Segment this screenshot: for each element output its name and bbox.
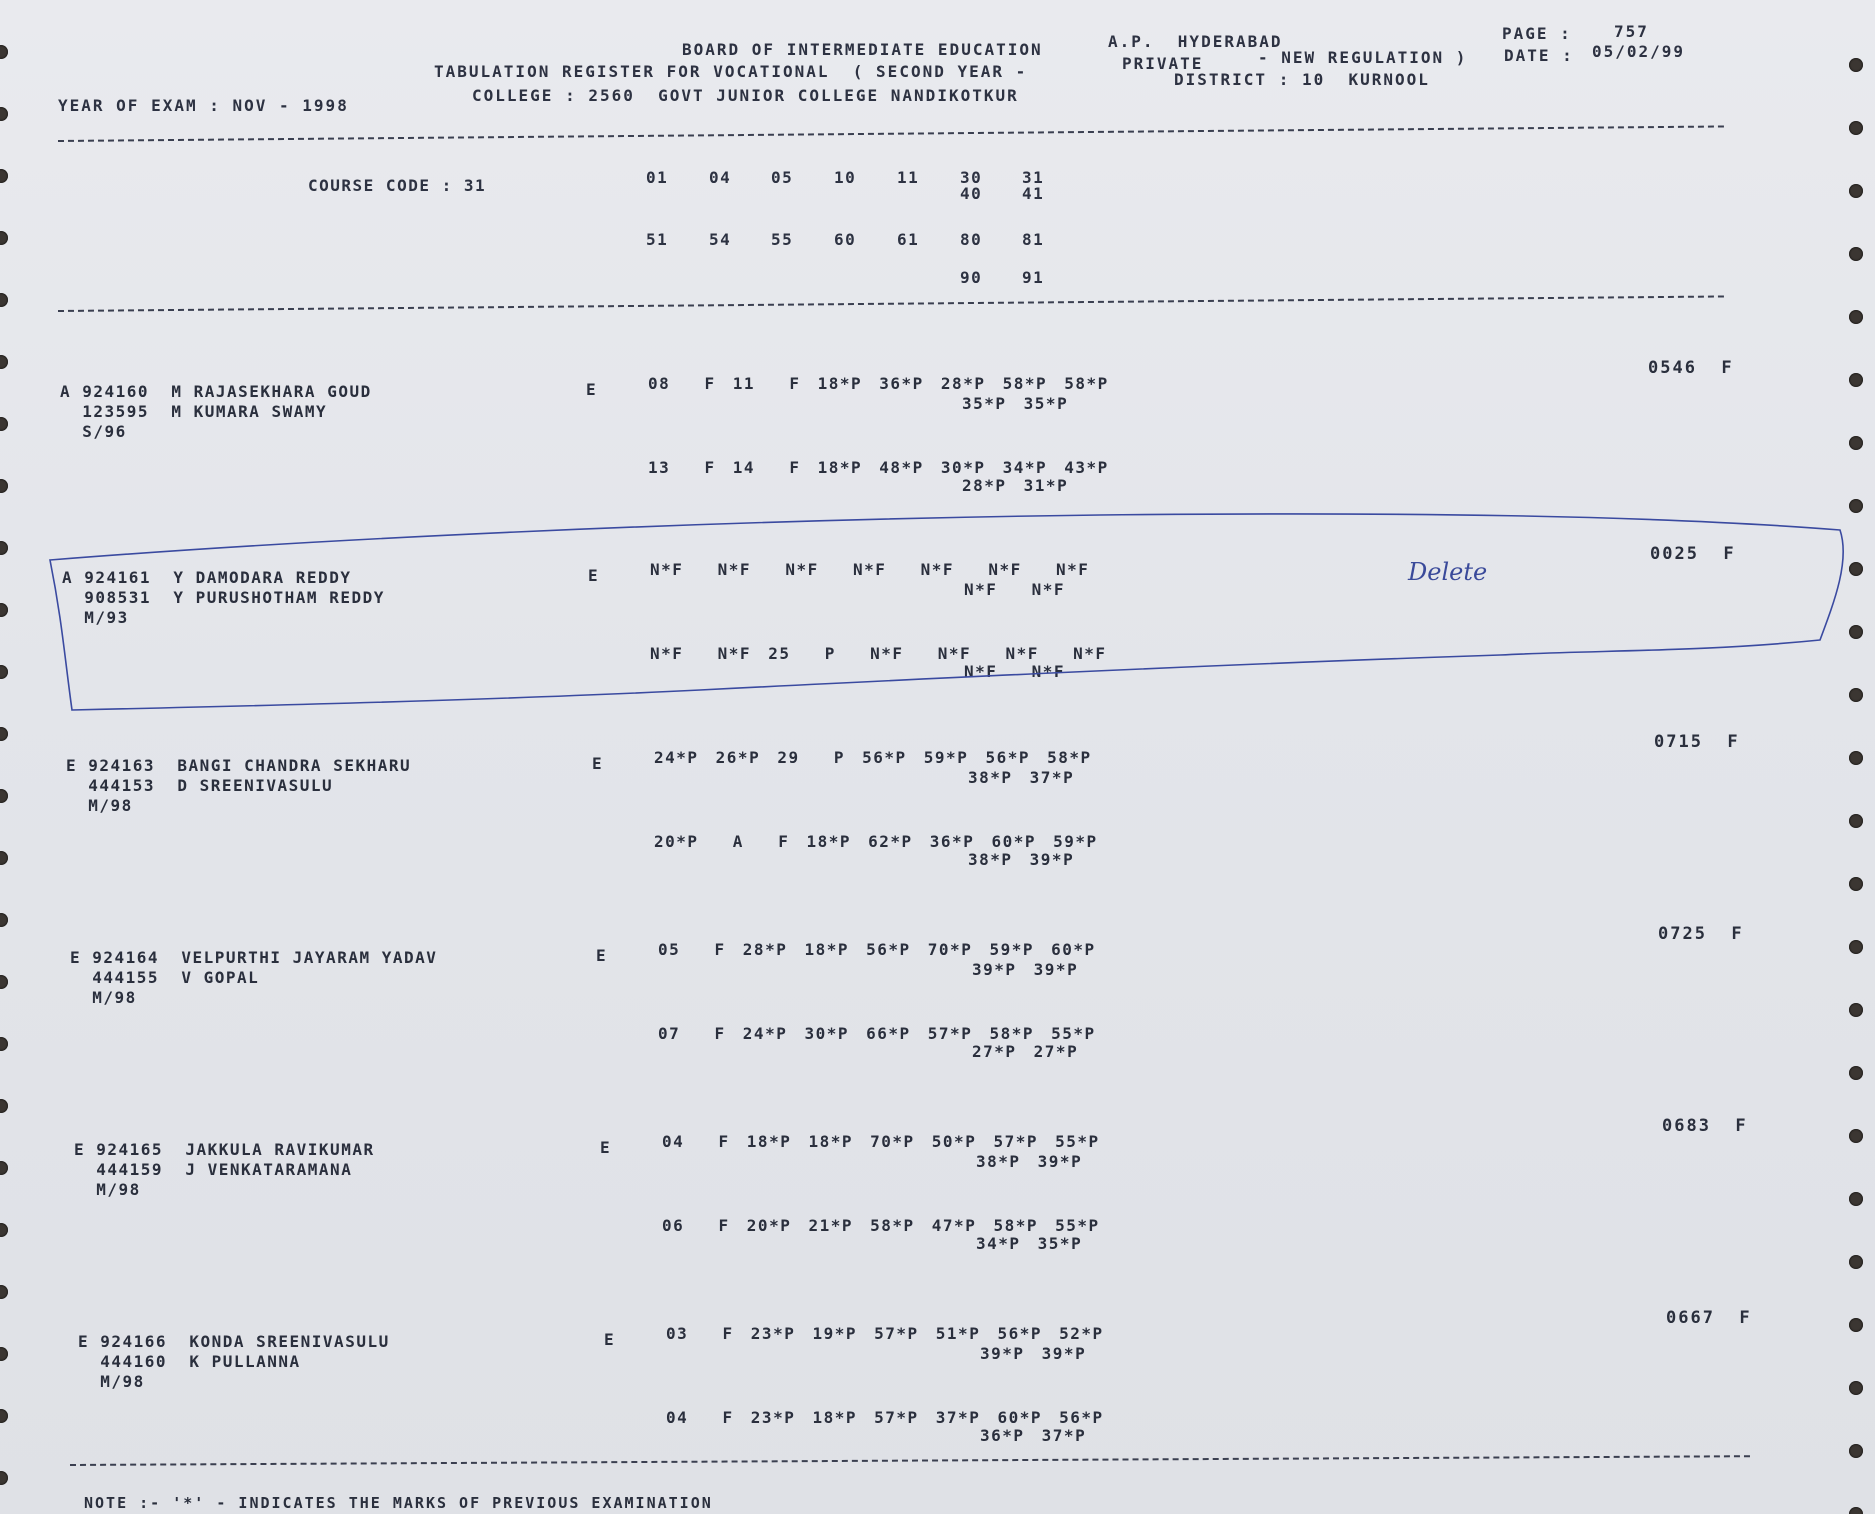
course-code-label: COURSE CODE : 31 [308, 176, 487, 195]
candidate-id-and-father-name: 444160 K PULLANNA [78, 1352, 301, 1371]
medium-of-instruction: E [596, 946, 608, 965]
total-marks-and-result: 0025 F [1650, 544, 1736, 564]
board-location: A.P. HYDERABAD [1108, 32, 1283, 51]
candidate-prev-exam: M/98 [74, 1180, 141, 1199]
total-marks-and-result: 0725 F [1658, 924, 1744, 944]
course-subject-code: 91 [1022, 268, 1045, 287]
total-marks-and-result: 0667 F [1666, 1308, 1752, 1328]
medium-of-instruction: E [600, 1138, 612, 1157]
category: PRIVATE [1122, 54, 1204, 73]
marks-first-year: 05 F 28*P 18*P 56*P 70*P 59*P 60*P [658, 940, 1096, 959]
candidate-hall-ticket-and-name: E 924163 BANGI CHANDRA SEKHARU [66, 756, 412, 775]
marks-second-year: N*F N*F 25 P N*F N*F N*F N*F [650, 644, 1107, 663]
course-subject-code: 54 [709, 230, 732, 249]
marks-first-year-extra: 39*P 39*P [980, 1344, 1087, 1363]
year-of-exam: YEAR OF EXAM : NOV - 1998 [58, 96, 349, 115]
course-subject-code: 05 [771, 168, 794, 187]
marks-first-year-extra: N*F N*F [964, 580, 1066, 599]
course-subject-code: 30 [960, 168, 983, 187]
marks-second-year: 20*P A F 18*P 62*P 36*P 60*P 59*P [654, 832, 1098, 851]
course-subject-code: 31 [1022, 168, 1045, 187]
marks-first-year-extra: 38*P 37*P [968, 768, 1075, 787]
marks-first-year-extra: 38*P 39*P [976, 1152, 1083, 1171]
marks-first-year: 24*P 26*P 29 P 56*P 59*P 56*P 58*P [654, 748, 1092, 767]
course-subject-code: 40 [960, 184, 983, 203]
candidate-hall-ticket-and-name: E 924165 JAKKULA RAVIKUMAR [74, 1140, 375, 1159]
candidate-prev-exam: M/98 [78, 1372, 145, 1391]
marks-second-year: 06 F 20*P 21*P 58*P 47*P 58*P 55*P [662, 1216, 1100, 1235]
candidate-id-and-father-name: 444159 J VENKATARAMANA [74, 1160, 353, 1179]
medium-of-instruction: E [592, 754, 604, 773]
course-subject-code: 51 [646, 230, 669, 249]
medium-of-instruction: E [604, 1330, 616, 1349]
candidate-prev-exam: M/98 [66, 796, 133, 815]
marks-first-year: 04 F 18*P 18*P 70*P 50*P 57*P 55*P [662, 1132, 1100, 1151]
page-number: 757 [1614, 22, 1649, 41]
candidate-hall-ticket-and-name: A 924161 Y DAMODARA REDDY [62, 568, 352, 587]
candidate-prev-exam: M/98 [70, 988, 137, 1007]
college: COLLEGE : 2560 GOVT JUNIOR COLLEGE NANDIKOTKUR [472, 86, 1019, 105]
course-subject-code: 04 [709, 168, 732, 187]
course-subject-code: 61 [897, 230, 920, 249]
medium-of-instruction: E [586, 380, 598, 399]
course-subject-code: 10 [834, 168, 857, 187]
marks-first-year: 08 F 11 F 18*P 36*P 28*P 58*P 58*P [648, 374, 1109, 393]
marks-second-year-extra: 34*P 35*P [976, 1234, 1083, 1253]
total-marks-and-result: 0715 F [1654, 732, 1740, 752]
candidate-prev-exam: S/96 [60, 422, 127, 441]
course-subject-code: 81 [1022, 230, 1045, 249]
date-label: DATE : [1504, 46, 1574, 65]
regulation: - NEW REGULATION ) [1258, 48, 1468, 67]
course-subject-code: 60 [834, 230, 857, 249]
footer-note: NOTE :- '*' - INDICATES THE MARKS OF PREVIOUS EXAMINATION [84, 1494, 713, 1512]
course-subject-code: 90 [960, 268, 983, 287]
register-title: TABULATION REGISTER FOR VOCATIONAL ( SECOND YEAR - [434, 62, 1028, 81]
marks-first-year: N*F N*F N*F N*F N*F N*F N*F [650, 560, 1090, 579]
course-subject-code: 41 [1022, 184, 1045, 203]
course-subject-code: 01 [646, 168, 669, 187]
marks-second-year: 13 F 14 F 18*P 48*P 30*P 34*P 43*P [648, 458, 1109, 477]
total-marks-and-result: 0546 F [1648, 358, 1734, 378]
marks-second-year-extra: 36*P 37*P [980, 1426, 1087, 1445]
course-subject-code: 11 [897, 168, 920, 187]
marks-first-year-extra: 35*P 35*P [962, 394, 1069, 413]
district: DISTRICT : 10 KURNOOL [1174, 70, 1430, 89]
course-subject-code: 55 [771, 230, 794, 249]
total-marks-and-result: 0683 F [1662, 1116, 1748, 1136]
candidate-id-and-father-name: 444153 D SREENIVASULU [66, 776, 334, 795]
course-subject-code: 80 [960, 230, 983, 249]
marks-second-year-extra: N*F N*F [964, 662, 1066, 681]
date-value: 05/02/99 [1592, 42, 1686, 61]
candidate-hall-ticket-and-name: A 924160 M RAJASEKHARA GOUD [60, 382, 372, 401]
pen-outline [50, 514, 1843, 710]
candidate-id-and-father-name: 908531 Y PURUSHOTHAM REDDY [62, 588, 385, 607]
delete-annotation: Delete [1408, 558, 1488, 586]
marks-second-year: 07 F 24*P 30*P 66*P 57*P 58*P 55*P [658, 1024, 1096, 1043]
marks-second-year: 04 F 23*P 18*P 57*P 37*P 60*P 56*P [666, 1408, 1104, 1427]
marks-first-year-extra: 39*P 39*P [972, 960, 1079, 979]
marks-second-year-extra: 27*P 27*P [972, 1042, 1079, 1061]
board-title: BOARD OF INTERMEDIATE EDUCATION [682, 40, 1043, 59]
candidate-hall-ticket-and-name: E 924164 VELPURTHI JAYARAM YADAV [70, 948, 438, 967]
candidate-prev-exam: M/93 [62, 608, 129, 627]
page-label: PAGE : [1502, 24, 1572, 43]
marks-second-year-extra: 28*P 31*P [962, 476, 1069, 495]
candidate-id-and-father-name: 444155 V GOPAL [70, 968, 260, 987]
candidate-id-and-father-name: 123595 M KUMARA SWAMY [60, 402, 328, 421]
marks-second-year-extra: 38*P 39*P [968, 850, 1075, 869]
marks-first-year: 03 F 23*P 19*P 57*P 51*P 56*P 52*P [666, 1324, 1104, 1343]
medium-of-instruction: E [588, 566, 600, 585]
candidate-hall-ticket-and-name: E 924166 KONDA SREENIVASULU [78, 1332, 390, 1351]
